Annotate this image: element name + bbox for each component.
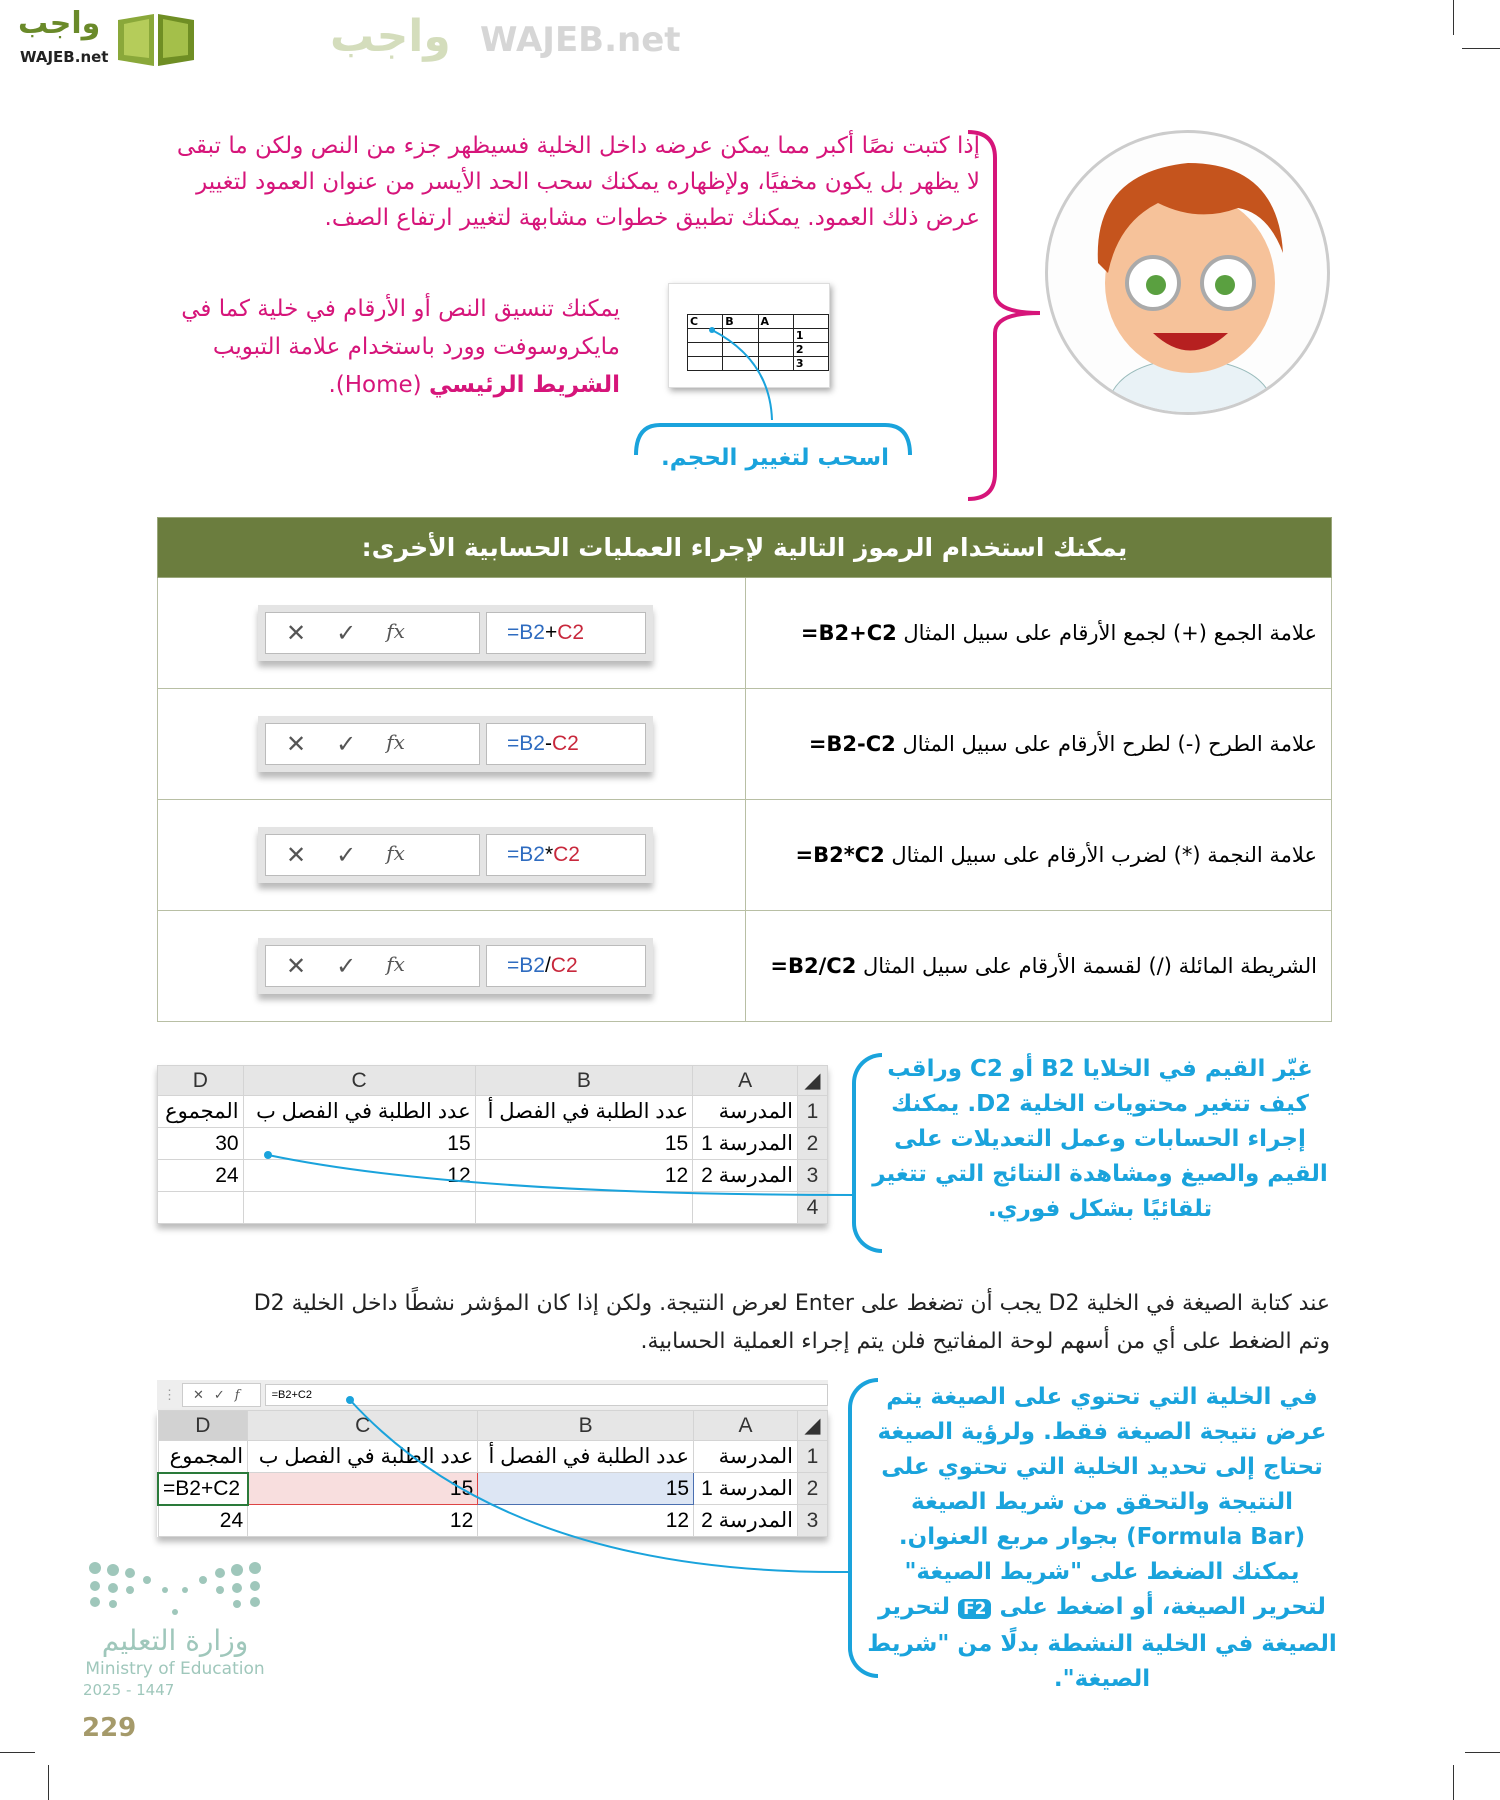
crop-mark xyxy=(1453,0,1454,35)
boy-illustration xyxy=(1045,130,1330,415)
format-text: يمكنك تنسيق النص أو الأرقام في خلية كما في مايكروسوفت وورد باستخدام علامة التبويب xyxy=(181,296,620,360)
cell[interactable]: المدرسة xyxy=(694,1441,798,1473)
check-icon: ✓ xyxy=(336,841,357,869)
formula-example: =B2-C2 xyxy=(486,723,646,765)
operation-example: =B2/C2 xyxy=(770,954,857,978)
f2-key-icon: F2 xyxy=(958,1599,991,1619)
cancel-icon: ✕ xyxy=(286,619,307,647)
column-header[interactable]: C xyxy=(243,1066,475,1096)
cell[interactable]: =B2+C2 xyxy=(158,1473,248,1505)
cell[interactable]: 12 xyxy=(478,1505,694,1537)
cell[interactable]: 15 xyxy=(243,1128,475,1160)
wajeb-logo xyxy=(8,6,193,70)
crop-mark xyxy=(1462,48,1500,49)
drag-handle-icon: ⋮ xyxy=(163,1387,176,1402)
grid-col: B xyxy=(723,315,758,329)
crop-mark xyxy=(48,1765,49,1800)
operation-text: علامة الجمع (+) لجمع الأرقام على سبيل المثال xyxy=(903,621,1317,645)
ministry-year: 2025 - 1447 xyxy=(83,1681,175,1699)
crop-mark xyxy=(0,1752,35,1753)
fx-icon: fx xyxy=(386,619,405,643)
operation-description xyxy=(746,578,1332,689)
ministry-name-ar: وزارة التعليم xyxy=(101,1624,249,1657)
select-all-corner[interactable]: ◢ xyxy=(798,1066,828,1096)
column-header[interactable]: A xyxy=(694,1411,798,1441)
check-icon: ✓ xyxy=(336,730,357,758)
operation-row xyxy=(158,800,1332,911)
grid-row: 1 xyxy=(793,329,828,343)
operation-row xyxy=(158,689,1332,800)
column-header[interactable]: B xyxy=(475,1066,693,1096)
fx-icon: fx xyxy=(386,841,405,865)
cancel-icon: ✕ xyxy=(286,952,307,980)
cell[interactable]: عدد الطلبة في الفصل ب xyxy=(243,1096,475,1128)
formula-example: =B2/C2 xyxy=(486,945,646,987)
operation-description xyxy=(746,800,1332,911)
cell[interactable]: المجموع xyxy=(158,1441,248,1473)
formula-input[interactable]: =B2+C2 xyxy=(265,1384,828,1406)
cell[interactable]: 15 xyxy=(475,1128,693,1160)
cell[interactable]: المدرسة 1 xyxy=(693,1128,798,1160)
cell[interactable]: المدرسة 1 xyxy=(694,1473,798,1505)
operations-table-title: يمكنك استخدام الرموز التالية لإجراء العمليات الحسابية الأخرى: xyxy=(158,518,1332,578)
cell[interactable] xyxy=(158,1192,244,1224)
row-header[interactable]: 1 xyxy=(798,1441,828,1473)
grid-row: 3 xyxy=(793,357,828,371)
ministry-logo xyxy=(80,1560,270,1700)
row-header[interactable]: 3 xyxy=(798,1160,828,1192)
formula-bar-image xyxy=(158,689,746,800)
cell[interactable]: 15 xyxy=(478,1473,694,1505)
operation-description xyxy=(746,689,1332,800)
ministry-name-en: Ministry of Education xyxy=(85,1659,265,1679)
paragraph-line: عند كتابة الصيغة في الخلية D2 يجب أن تضغط على Enter لعرض النتيجة. ولكن إذا كان المؤشر نشطًا داخل الخلية D2 xyxy=(253,1291,1330,1316)
operation-row xyxy=(158,911,1332,1022)
fx-icon: fx xyxy=(386,952,405,976)
operation-example: =B2+C2 xyxy=(800,621,897,645)
grid-row: 2 xyxy=(793,343,828,357)
paragraph-line: وتم الضغط على أي من أسهم لوحة المفاتيح فلن يتم إجراء العملية الحسابية. xyxy=(640,1329,1330,1354)
cell[interactable]: عدد الطلبة في الفصل ب xyxy=(248,1441,478,1473)
cancel-icon: ✕ xyxy=(286,730,307,758)
formula-example: =B2*C2 xyxy=(486,834,646,876)
format-paragraph xyxy=(150,290,620,404)
cell[interactable]: عدد الطلبة في الفصل أ xyxy=(475,1096,693,1128)
row-header[interactable]: 3 xyxy=(798,1505,828,1537)
grid-col: A xyxy=(758,315,793,329)
column-header[interactable]: D xyxy=(158,1411,248,1441)
operation-example: =B2-C2 xyxy=(808,732,896,756)
pink-bracket xyxy=(960,128,1050,503)
column-header[interactable]: C xyxy=(248,1411,478,1441)
cell[interactable]: المدرسة 2 xyxy=(693,1160,798,1192)
cell[interactable]: 24 xyxy=(158,1160,244,1192)
grid-col: C xyxy=(688,315,723,329)
operation-description xyxy=(746,911,1332,1022)
cancel-icon: ✕ xyxy=(286,841,307,869)
fx-icon: fx xyxy=(386,730,405,754)
formula-bar-image xyxy=(158,800,746,911)
cell[interactable]: 12 xyxy=(243,1160,475,1192)
ministry-dots-icon xyxy=(85,1560,265,1620)
watermark: واجب xyxy=(330,11,451,62)
logo-text-ar: واجب xyxy=(18,6,101,41)
check-icon: ✓ xyxy=(336,952,357,980)
callout-connector-2 xyxy=(340,1390,860,1580)
drag-connector xyxy=(630,320,920,460)
cell[interactable]: 30 xyxy=(158,1128,244,1160)
select-all-corner[interactable]: ◢ xyxy=(798,1411,828,1441)
callout-text-1: غيّر القيم في الخلايا B2 أو C2 وراقب كيف تتغير محتويات الخلية D2. يمكنك إجراء الحسابات وعمل التعديلات على القيم والصيغ ومشاهدة النتائج التي تتغير تلقائيًا بشكل فوري. xyxy=(872,1056,1328,1222)
formula-bar-image xyxy=(158,578,746,689)
formula-example: =B2+C2 xyxy=(486,612,646,654)
column-header[interactable]: B xyxy=(478,1411,694,1441)
cell[interactable]: 24 xyxy=(158,1505,248,1537)
formula-bar-image xyxy=(158,911,746,1022)
home-tab-label: الشريط الرئيسي xyxy=(428,372,620,398)
home-tab-en: (Home). xyxy=(328,372,422,398)
watermark-en: WAJEB.net xyxy=(480,20,681,60)
callout-text-2 xyxy=(866,1380,1338,1697)
logo-text-en: WAJEB.net xyxy=(20,48,109,66)
row-header[interactable]: 1 xyxy=(798,1096,828,1128)
operation-text: علامة النجمة (*) لضرب الأرقام على سبيل المثال xyxy=(891,843,1317,867)
cell[interactable]: المدرسة xyxy=(693,1096,798,1128)
crop-mark xyxy=(1465,1752,1500,1753)
formula-bar-buttons[interactable]: ✕✓f xyxy=(182,1383,261,1407)
row-header[interactable]: 4 xyxy=(798,1192,828,1224)
drag-label: اسحب لتغيير الحجم. xyxy=(661,445,889,471)
operation-text: الشريطة المائلة (/) لقسمة الأرقام على سبيل المثال xyxy=(863,954,1317,978)
crop-mark xyxy=(1453,1765,1454,1800)
cell[interactable]: المجموع xyxy=(158,1096,244,1128)
operations-table xyxy=(157,517,1332,1022)
operation-text: علامة الطرح (-) لطرح الأرقام على سبيل المثال xyxy=(902,732,1317,756)
row-header[interactable]: 2 xyxy=(798,1473,828,1505)
book-icon xyxy=(116,10,196,68)
cell[interactable]: المدرسة 2 xyxy=(694,1505,798,1537)
intro-paragraph: إذا كتبت نصًا أكبر مما يمكن عرضه داخل الخلية فسيظهر جزء من النص ولكن ما تبقى لا يظهر بل يكون مخفيًا، ولإظهاره يمكنك سحب الحد الأيسر من عنوان العمود لتغيير عرض ذلك العمود. يمكنك تطبيق خطوات مشابهة لتغيير ارتفاع الصف. xyxy=(176,133,980,231)
callout-text: يمكنك الضغط على "شريط الصيغة" لتحرير الصيغة، أو اضغط على xyxy=(904,1559,1326,1620)
enter-paragraph xyxy=(155,1285,1330,1361)
cell[interactable]: 12 xyxy=(248,1505,478,1537)
callout-text: في الخلية التي تحتوي على الصيغة يتم عرض نتيجة الصيغة فقط. ولرؤية الصيغة تحتاج إلى تحديد الخلية التي تحتوي على النتيجة والتحقق من شريط الصيغة (Formula Bar) بجوار مربع العنوان. xyxy=(877,1384,1327,1550)
column-header[interactable]: A xyxy=(693,1066,798,1096)
callout-text: لتحرير الصيغة في الخلية النشطة بدلًا من "شريط الصيغة". xyxy=(867,1594,1337,1692)
operation-row xyxy=(158,578,1332,689)
cell[interactable]: عدد الطلبة في الفصل أ xyxy=(478,1441,694,1473)
page-number: 229 xyxy=(82,1713,137,1743)
check-icon: ✓ xyxy=(336,619,357,647)
operation-example: =B2*C2 xyxy=(795,843,885,867)
row-header[interactable]: 2 xyxy=(798,1128,828,1160)
column-header[interactable]: D xyxy=(158,1066,244,1096)
cell[interactable]: 12 xyxy=(475,1160,693,1192)
cell[interactable]: 15 xyxy=(248,1473,478,1505)
